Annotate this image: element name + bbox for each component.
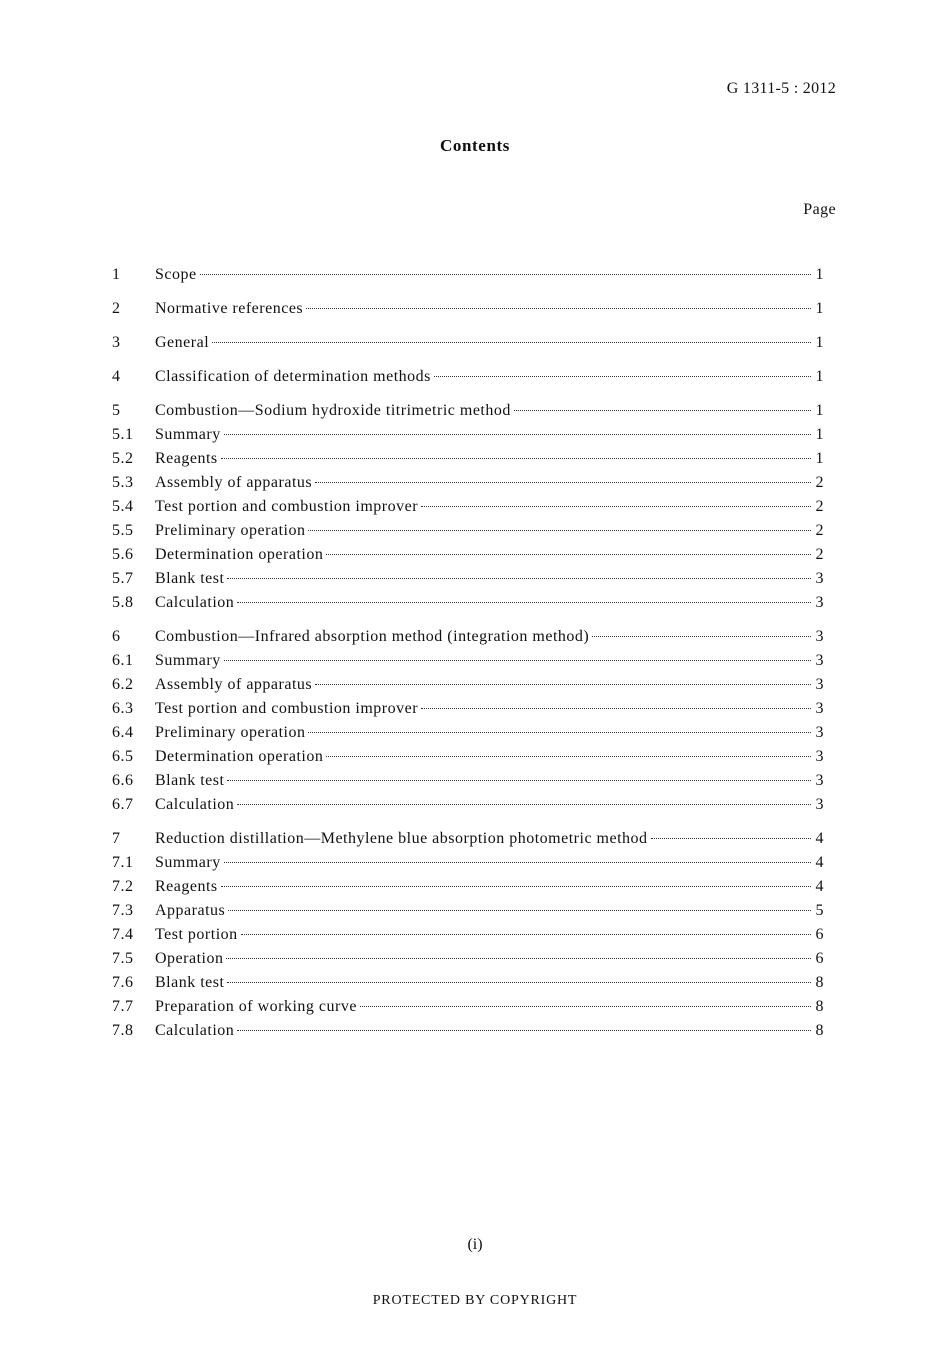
toc-entry-title: Calculation	[155, 1022, 235, 1039]
toc-entry-title: Blank test	[155, 772, 225, 789]
toc-entry-number: 6.7	[112, 796, 134, 813]
toc-entry	[112, 399, 824, 423]
toc-entry-number: 7.2	[112, 878, 134, 895]
toc-entry-number: 4	[112, 368, 121, 385]
toc-entry-page: 4	[815, 878, 824, 895]
toc-entry-page: 2	[815, 498, 824, 515]
toc-entry	[112, 567, 824, 591]
toc-entry-number: 6.1	[112, 652, 134, 669]
toc-entry	[112, 923, 824, 947]
toc-entry-page: 1	[815, 334, 824, 351]
toc-entry-title: Preliminary operation	[155, 522, 306, 539]
toc-entry-number: 3	[112, 334, 121, 351]
toc-entry-number: 6.5	[112, 748, 134, 765]
toc-entry-title: Calculation	[155, 796, 235, 813]
standard-number: G 1311-5 : 2012	[726, 80, 836, 97]
toc-entry-number: 5.8	[112, 594, 134, 611]
toc-dot-leader	[592, 636, 811, 637]
toc-entry-number: 5.1	[112, 426, 134, 443]
toc-entry	[112, 995, 824, 1019]
toc-entry-number: 5.4	[112, 498, 134, 515]
toc-entry-title: Reagents	[155, 878, 218, 895]
toc-entry-title: Summary	[155, 854, 221, 871]
toc-entry-number: 7.7	[112, 998, 134, 1015]
toc-dot-leader	[308, 530, 811, 531]
toc-entry-page: 3	[815, 570, 824, 587]
toc-entry	[112, 649, 824, 673]
toc-entry	[112, 543, 824, 567]
toc-entry-page: 3	[815, 628, 824, 645]
page-folio: (i)	[467, 1236, 483, 1253]
toc-entry-page: 3	[815, 594, 824, 611]
toc-entry	[112, 793, 824, 817]
toc-entry	[112, 769, 824, 793]
toc-entry-number: 6.4	[112, 724, 134, 741]
toc-dot-leader	[227, 780, 811, 781]
toc-entry-title: Apparatus	[155, 902, 226, 919]
toc-entry-number: 5.2	[112, 450, 134, 467]
toc-dot-leader	[360, 1006, 811, 1007]
toc-dot-leader	[237, 1030, 811, 1031]
toc-entry-page: 2	[815, 474, 824, 491]
toc-entry-page: 1	[815, 402, 824, 419]
toc-entry-page: 3	[815, 652, 824, 669]
toc-dot-leader	[421, 708, 811, 709]
toc-entry-number: 6.2	[112, 676, 134, 693]
toc-entry-number: 7.6	[112, 974, 134, 991]
toc-entry-title: Classification of determination methods	[155, 368, 431, 385]
toc-entry-title: Combustion—Sodium hydroxide titrimetric method	[155, 402, 511, 419]
toc-entry-title: Reduction distillation—Methylene blue absorption photometric method	[155, 830, 648, 847]
toc-entry-page: 5	[815, 902, 824, 919]
toc-entry-title: Reagents	[155, 450, 218, 467]
toc-entry	[112, 827, 824, 851]
toc-entry-title: Determination operation	[155, 546, 324, 563]
toc-dot-leader	[434, 376, 811, 377]
toc-entry-number: 5	[112, 402, 121, 419]
toc-entry	[112, 721, 824, 745]
toc-entry-page: 3	[815, 796, 824, 813]
toc-entry	[112, 423, 824, 447]
copyright-notice: PROTECTED BY COPYRIGHT	[372, 1293, 578, 1308]
toc-dot-leader	[237, 804, 811, 805]
toc-entry-page: 8	[815, 998, 824, 1015]
toc-dot-leader	[227, 982, 811, 983]
toc-dot-leader	[514, 410, 811, 411]
toc-entry	[112, 591, 824, 615]
toc-entry	[112, 899, 824, 923]
toc-dot-leader	[315, 482, 811, 483]
toc-entry	[112, 447, 824, 471]
toc-entry	[112, 875, 824, 899]
toc-entry-page: 2	[815, 546, 824, 563]
toc-entry	[112, 1019, 824, 1043]
toc-dot-leader	[651, 838, 811, 839]
toc-entry-title: Calculation	[155, 594, 235, 611]
toc-entry	[112, 365, 824, 389]
toc-entry-title: Test portion and combustion improver	[155, 498, 419, 515]
toc-entry-title: Determination operation	[155, 748, 324, 765]
toc-entry-number: 7	[112, 830, 121, 847]
toc-dot-leader	[326, 756, 811, 757]
toc-entry-title: Combustion—Infrared absorption method (integration method)	[155, 628, 590, 645]
toc-entry-page: 8	[815, 974, 824, 991]
toc-entry	[112, 331, 824, 355]
page-title: Contents	[440, 136, 510, 155]
toc-dot-leader	[228, 910, 811, 911]
toc-dot-leader	[227, 578, 811, 579]
toc-entry	[112, 297, 824, 321]
toc-entry-number: 5.7	[112, 570, 134, 587]
toc-dot-leader	[306, 308, 811, 309]
toc-entry-number: 1	[112, 266, 121, 283]
toc-entry-title: Normative references	[155, 300, 304, 317]
toc-entry-number: 7.5	[112, 950, 134, 967]
toc-entry	[112, 263, 824, 287]
toc-entry-title: Summary	[155, 426, 221, 443]
toc-entry-page: 3	[815, 700, 824, 717]
toc-entry-page: 1	[815, 266, 824, 283]
toc-entry-number: 2	[112, 300, 121, 317]
toc-entry-page: 3	[815, 748, 824, 765]
toc-entry-page: 1	[815, 300, 824, 317]
toc-entry-page: 1	[815, 368, 824, 385]
toc-entry-number: 7.4	[112, 926, 134, 943]
toc-entry-number: 5.6	[112, 546, 134, 563]
toc-dot-leader	[315, 684, 811, 685]
toc-entry-number: 6.3	[112, 700, 134, 717]
toc-entry-number: 5.5	[112, 522, 134, 539]
toc-entry-page: 2	[815, 522, 824, 539]
toc-entry-title: Assembly of apparatus	[155, 676, 313, 693]
toc-entry	[112, 673, 824, 697]
toc-dot-leader	[308, 732, 811, 733]
toc-entry	[112, 519, 824, 543]
toc-dot-leader	[200, 274, 811, 275]
toc-entry	[112, 625, 824, 649]
toc-entry	[112, 947, 824, 971]
toc-entry-page: 3	[815, 724, 824, 741]
toc-entry-title: Blank test	[155, 974, 225, 991]
toc-entry-title: General	[155, 334, 210, 351]
toc-entry-page: 3	[815, 676, 824, 693]
toc-dot-leader	[224, 434, 811, 435]
toc-entry-number: 5.3	[112, 474, 134, 491]
toc-entry-title: Preparation of working curve	[155, 998, 357, 1015]
toc-entry-page: 8	[815, 1022, 824, 1039]
toc-dot-leader	[421, 506, 811, 507]
toc-entry-number: 6	[112, 628, 121, 645]
toc-entry-title: Operation	[155, 950, 224, 967]
toc-dot-leader	[221, 886, 811, 887]
toc-entry-title: Blank test	[155, 570, 225, 587]
toc-entry-page: 1	[815, 450, 824, 467]
toc-entry-number: 7.1	[112, 854, 134, 871]
toc-entry	[112, 697, 824, 721]
toc-entry	[112, 851, 824, 875]
toc-entry-number: 7.8	[112, 1022, 134, 1039]
toc-entry-title: Test portion	[155, 926, 238, 943]
toc-entry-title: Preliminary operation	[155, 724, 306, 741]
toc-entry-title: Summary	[155, 652, 221, 669]
toc-entry-page: 1	[815, 426, 824, 443]
toc-entry-page: 6	[815, 926, 824, 943]
toc-entry-number: 6.6	[112, 772, 134, 789]
toc-entry	[112, 971, 824, 995]
toc-dot-leader	[226, 958, 811, 959]
table-of-contents	[112, 263, 824, 1043]
toc-entry-page: 4	[815, 830, 824, 847]
toc-dot-leader	[241, 934, 811, 935]
toc-dot-leader	[326, 554, 811, 555]
toc-dot-leader	[237, 602, 811, 603]
toc-entry-title: Scope	[155, 266, 197, 283]
page-column-heading: Page	[803, 201, 836, 218]
toc-dot-leader	[224, 660, 811, 661]
toc-entry-page: 4	[815, 854, 824, 871]
toc-entry-page: 3	[815, 772, 824, 789]
toc-entry	[112, 745, 824, 769]
toc-dot-leader	[224, 862, 811, 863]
toc-entry	[112, 495, 824, 519]
toc-entry-title: Test portion and combustion improver	[155, 700, 419, 717]
toc-entry-title: Assembly of apparatus	[155, 474, 313, 491]
toc-entry-page: 6	[815, 950, 824, 967]
toc-entry-number: 7.3	[112, 902, 134, 919]
toc-dot-leader	[221, 458, 811, 459]
toc-entry	[112, 471, 824, 495]
toc-dot-leader	[212, 342, 811, 343]
